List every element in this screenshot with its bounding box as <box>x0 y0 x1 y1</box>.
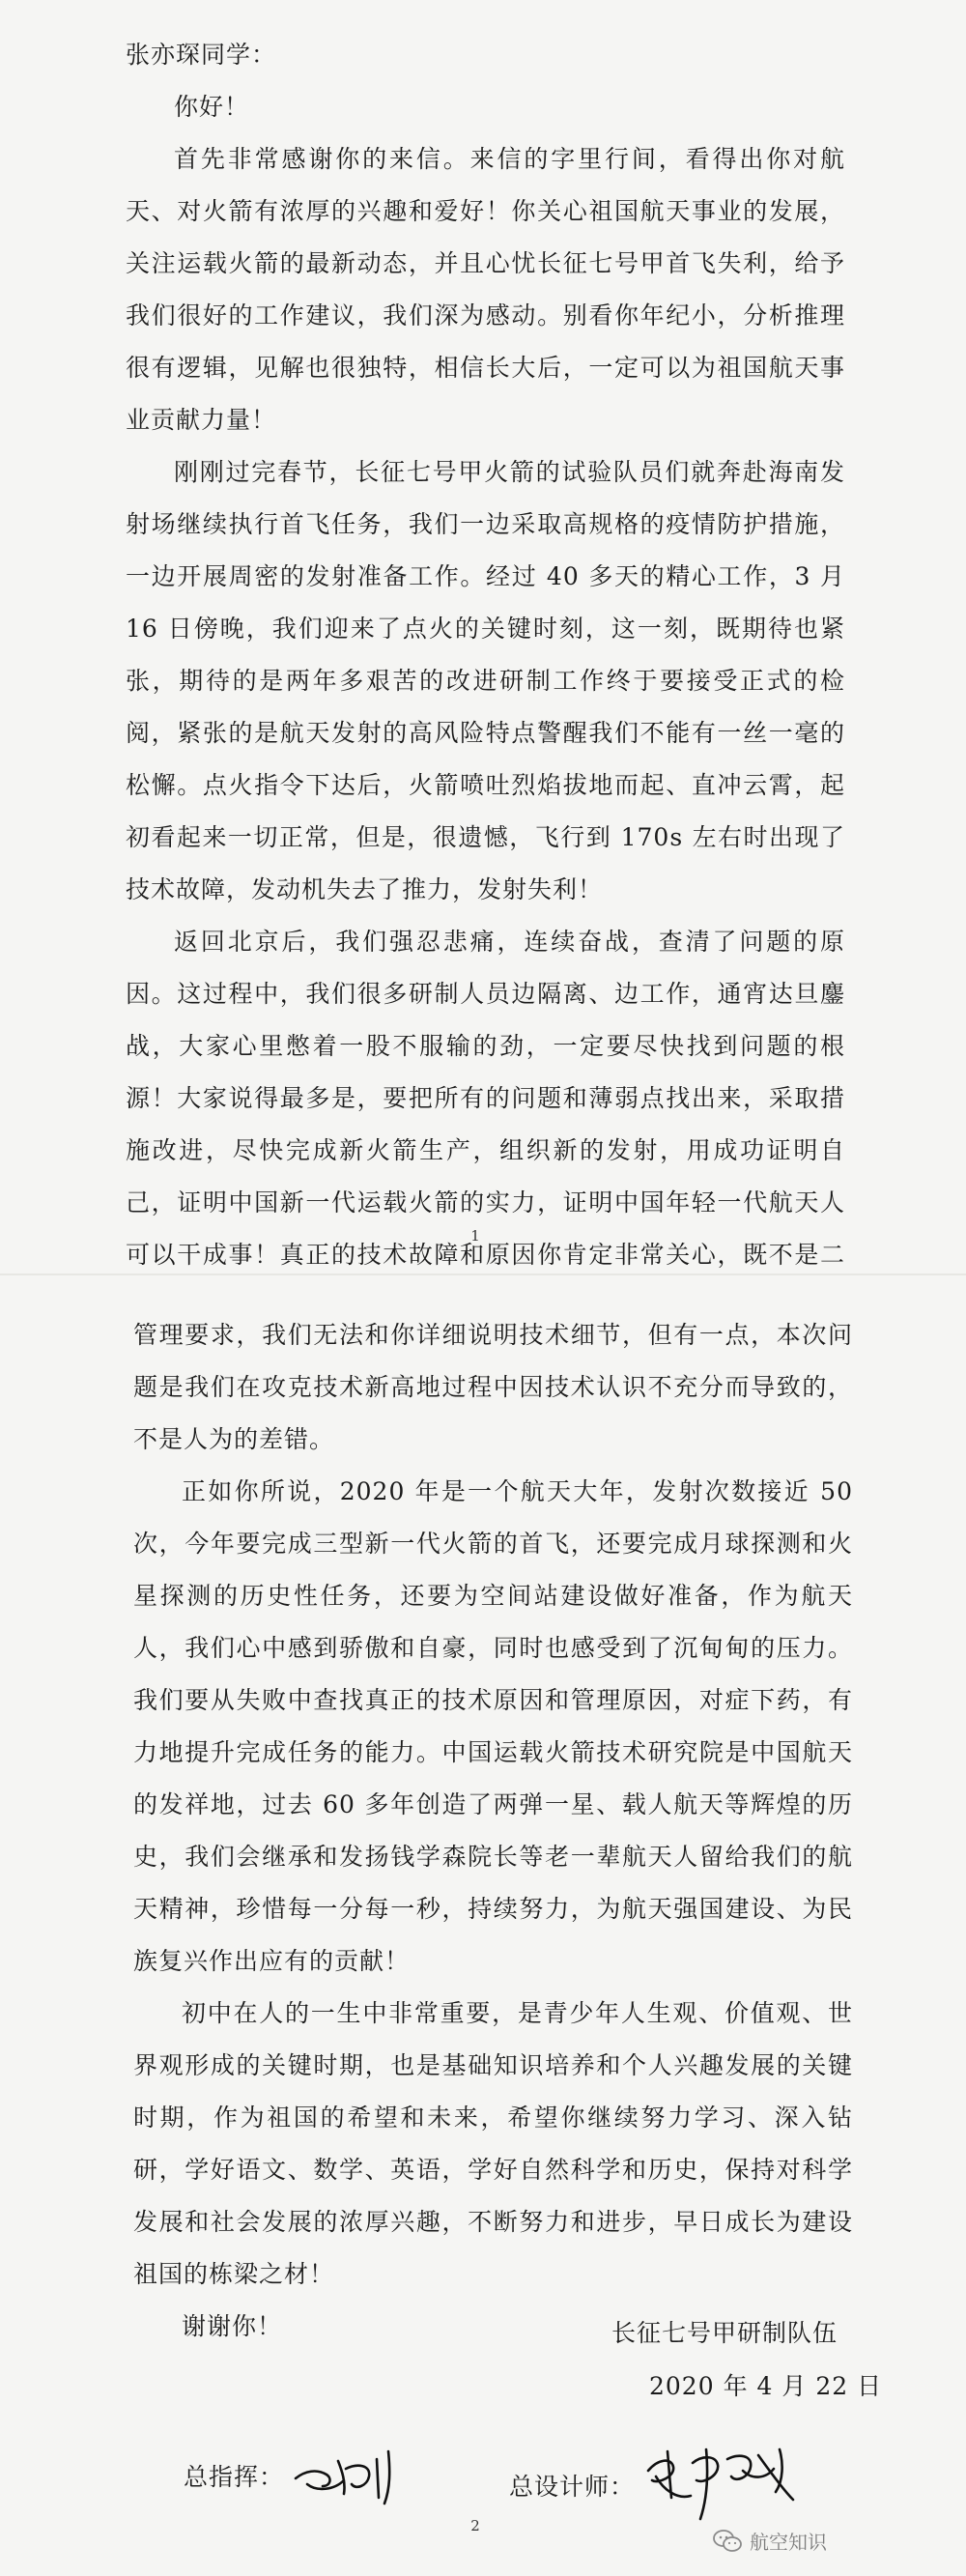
organization-name: 长征七号甲研制队伍 <box>611 2319 838 2347</box>
salutation: 张亦琛同学： <box>126 41 277 69</box>
paragraph: 返回北京后，我们强忍悲痛，连续奋战，查清了问题的原因。这过程中，我们很多研制人员边隔离、边工作，通宵达旦鏖战，大家心里憋着一股不服输的劲，一定要尽快找到问题的根源！大家说得最多是，要把所有的问题和薄弱点找出来，采取措施改进，尽快完成新火箭生产，组织新的发射，用成功证明自己，证明中国新一代运载火箭的实力，证明中国年轻一代航天人可以干成事！真正的技术故障和原因你肯定非常关心，既不是二 <box>126 928 845 1269</box>
paragraph: 刚刚过完春节，长征七号甲火箭的试验队员们就奔赴海南发射场继续执行首飞任务，我们一边采取高规格的疫情防护措施，一边开展周密的发射准备工作。经过 40 多天的精心工作，3 月 16 日傍晚，我们迎来了点火的关键时刻，这一刻，既期待也紧张，期待的是两年多艰苦的改进研制工作终于要接受正式的检阅，紧张的是航天发射的高风险特点警醒我们不能有一丝一毫的松懈。点火指令下达后，火箭喷吐烈焰拔地而起、直冲云霄，起初看起来一切正常，但是，很遗憾，飞行到 170s 左右时出现了技术故障，发动机失去了推力，发射失利！ <box>126 458 845 903</box>
watermark-text: 航空知识 <box>750 2531 827 2554</box>
chief-designer-signature-block <box>509 2442 803 2529</box>
page-1-body <box>126 29 845 1333</box>
chief-designer-label: 总设计师： <box>509 2473 636 2501</box>
letter-page-1 <box>0 0 966 1275</box>
greeting: 你好！ <box>174 93 250 121</box>
paragraph: 管理要求，我们无法和你详细说明技术细节，但有一点，本次问题是我们在攻克技术新高地过程中因技术认识不充分而导致的，不是人为的差错。 <box>133 1321 853 1453</box>
paragraph: 正如你所说，2020 年是一个航天大年，发射次数接近 50 次，今年要完成三型新一代火箭的首飞，还要完成月球探测和火星探测的历史性任务，还要为空间站建设做好准备，作为航天人，我们心中感到骄傲和自豪，同时也感受到了沉甸甸的压力。我们要从失败中查找真正的技术原因和管理原因，对症下药，有力地提升完成任务的能力。中国运载火箭技术研究院是中国航天的发祥地，过去 60 多年创造了两弹一星、载人航天等辉煌的历史，我们会继承和发扬钱学森院长等老一辈航天人留给我们的航天精神，珍惜每一分每一秒，持续努力，为航天强国建设、为民族复兴作出应有的贡献！ <box>133 1477 853 1975</box>
chief-commander-signature-block <box>184 2442 433 2509</box>
closing: 谢谢你！ <box>182 2312 283 2340</box>
page-number: 1 <box>470 1227 480 1245</box>
page-number: 2 <box>470 2517 480 2534</box>
chief-commander-signature <box>288 2442 433 2509</box>
watermark <box>713 2527 827 2555</box>
chief-commander-label: 总指挥： <box>184 2463 285 2491</box>
chief-designer-signature <box>639 2442 803 2529</box>
page-2-body <box>133 1309 853 2353</box>
paragraph: 首先非常感谢你的来信。来信的字里行间，看得出你对航天、对火箭有浓厚的兴趣和爱好！你关心祖国航天事业的发展，关注运载火箭的最新动态，并且心忧长征七号甲首飞失利，给予我们很好的工作建议，我们深为感动。别看你年纪小，分析推理很有逻辑，见解也很独特，相信长大后，一定可以为祖国航天事业贡献力量！ <box>126 145 845 434</box>
letter-date: 2020 年 4 月 22 日 <box>649 2372 883 2400</box>
paragraph: 初中在人的一生中非常重要，是青少年人生观、价值观、世界观形成的关键时期，也是基础知识培养和个人兴趣发展的关键时期，作为祖国的希望和未来，希望你继续努力学习、深入钻研，学好语文、数学、英语，学好自然科学和历史，保持对科学发展和社会发展的浓厚兴趣，不断努力和进步，早日成长为建设祖国的栋梁之材！ <box>133 1999 853 2288</box>
wechat-icon <box>713 2529 742 2554</box>
